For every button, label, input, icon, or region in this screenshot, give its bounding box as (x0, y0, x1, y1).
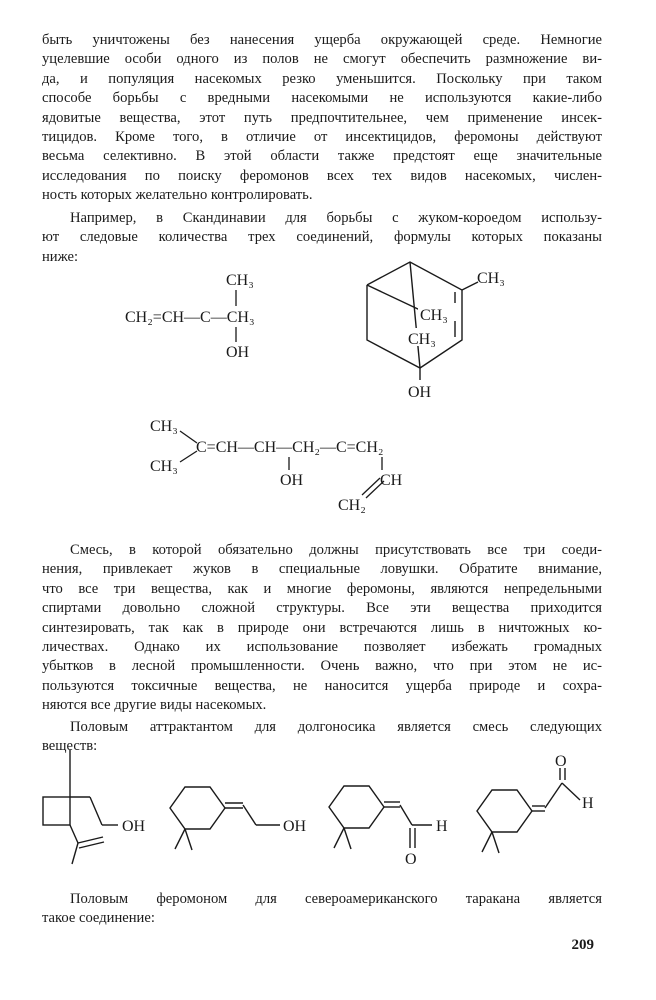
bond-line (90, 797, 102, 825)
paragraph-4 (42, 718, 602, 757)
oxygen-label: O (555, 753, 567, 770)
methyl-label: CH₃ (226, 272, 254, 289)
hydroxyl-label: OH (408, 384, 432, 401)
page-number: 209 (571, 937, 594, 953)
hydrogen-label: H (582, 795, 594, 812)
hydrogen-label: H (436, 818, 448, 835)
formulas-weevil (43, 750, 580, 864)
text-line: такое соединение: (42, 910, 155, 927)
bond-line (492, 832, 499, 853)
text-line: Половым аттрактантом для долгоносика является смесь следующих (70, 719, 602, 735)
text-line: синтезировать, так как в природе они встречаются лишь в ничтожных ко- (42, 619, 602, 636)
text-line: способе борьбы с вредными насекомыми не используются какие-либо (42, 90, 602, 107)
bond-line (70, 825, 78, 843)
bond-line (243, 805, 256, 825)
methyl-label: CH₃ (477, 270, 505, 287)
formula-compound-3 (150, 418, 403, 514)
vinyl-label: CH (380, 472, 403, 489)
bond-line (562, 783, 580, 800)
bond-line (185, 829, 192, 850)
text-line: ядовитые вещества, этот путь предпочтительнее, чем применение инсек- (42, 109, 602, 126)
hydroxyl-label: OH (283, 818, 307, 835)
vinyl-label: CH₂ (338, 497, 366, 514)
bond-line (72, 843, 78, 864)
text-line: быть уничтожены без нанесения ущерба окружающей среде. Немногие (42, 32, 602, 48)
bond-line (462, 282, 478, 290)
text-line: пользуются токсичные вещества, не наносится ущерба природе и сохра- (42, 677, 602, 694)
double-bond-line (79, 842, 104, 848)
text-line: веществ: (42, 738, 98, 755)
text-line: Например, в Скандинавии для борьбы с жуком-короедом использу- (70, 210, 602, 226)
text-line: ниже: (42, 248, 79, 265)
ring-line (477, 790, 532, 832)
methyl-label: CH₃ (150, 458, 178, 475)
bond-line (400, 805, 412, 825)
text-line: тицидов. Кроме того, в отличие от инсектицидов, феромоны действуют (42, 129, 602, 146)
text-line: убытков в лесной промышленности. Очень важно, что при этом не ис- (42, 658, 602, 675)
ring-line (170, 787, 225, 829)
paragraph-5 (42, 890, 602, 929)
ring-line (43, 797, 70, 825)
text-line: няются все другие виды насекомых. (42, 697, 267, 714)
main-chain-label: C=CH—CH—CH₂—C=CH₂ (196, 439, 384, 456)
double-bond-line (78, 837, 103, 843)
text-line: спиртами довольно сложной структуры. Все эти вещества приходится (42, 600, 602, 617)
oxygen-label: O (405, 851, 417, 868)
text-line: ют следовые количества трех соединений, формулы которых показаны (42, 229, 602, 246)
bond-line (334, 828, 344, 848)
text-line: да, и популяция насекомых резко уменьшится. Поскольку при таком (42, 70, 602, 87)
ring-line (329, 786, 384, 828)
text-line: нения, привлекает жуков в специальные ловушки. Обратите внимание, (42, 561, 602, 578)
text-line: ность которых желательно контролировать. (42, 187, 313, 204)
main-chain-label: CH₂=CH—C—CH₃ (125, 309, 255, 326)
text-line: весьма селективно. В этой области также предстоят еще значительные (42, 148, 602, 165)
bond-line (180, 431, 197, 443)
methyl-label: CH₃ (420, 307, 448, 324)
methyl-label: CH₃ (408, 331, 436, 348)
bond-line (344, 828, 351, 849)
bond-line (482, 832, 492, 852)
text-line: личествах. Однако их использование позволяет избежать громадных (42, 639, 602, 656)
hydroxyl-label: OH (122, 818, 146, 835)
paragraph-3 (42, 541, 602, 716)
hydroxyl-label: OH (226, 344, 250, 361)
text-line: Половым феромоном для североамериканского таракана является (70, 891, 602, 907)
text-line: Смесь, в которой обязательно должны присутствовать все три соеди- (70, 542, 602, 558)
text-line: уцелевшие особи одного из полов не смогут обеспечить размножение ви- (42, 51, 602, 68)
bond-line (180, 451, 197, 462)
text-line: что все три вещества, как и многие феромоны, являются непредельными (42, 580, 602, 597)
text-line: исследования по поиску феромонов всех тех видов насекомых, числен- (42, 167, 602, 184)
bond-line (175, 829, 185, 849)
methyl-label: CH₃ (150, 418, 178, 435)
bond-line (545, 783, 562, 808)
formula-compound-1 (125, 272, 255, 361)
hydroxyl-label: OH (280, 472, 304, 489)
